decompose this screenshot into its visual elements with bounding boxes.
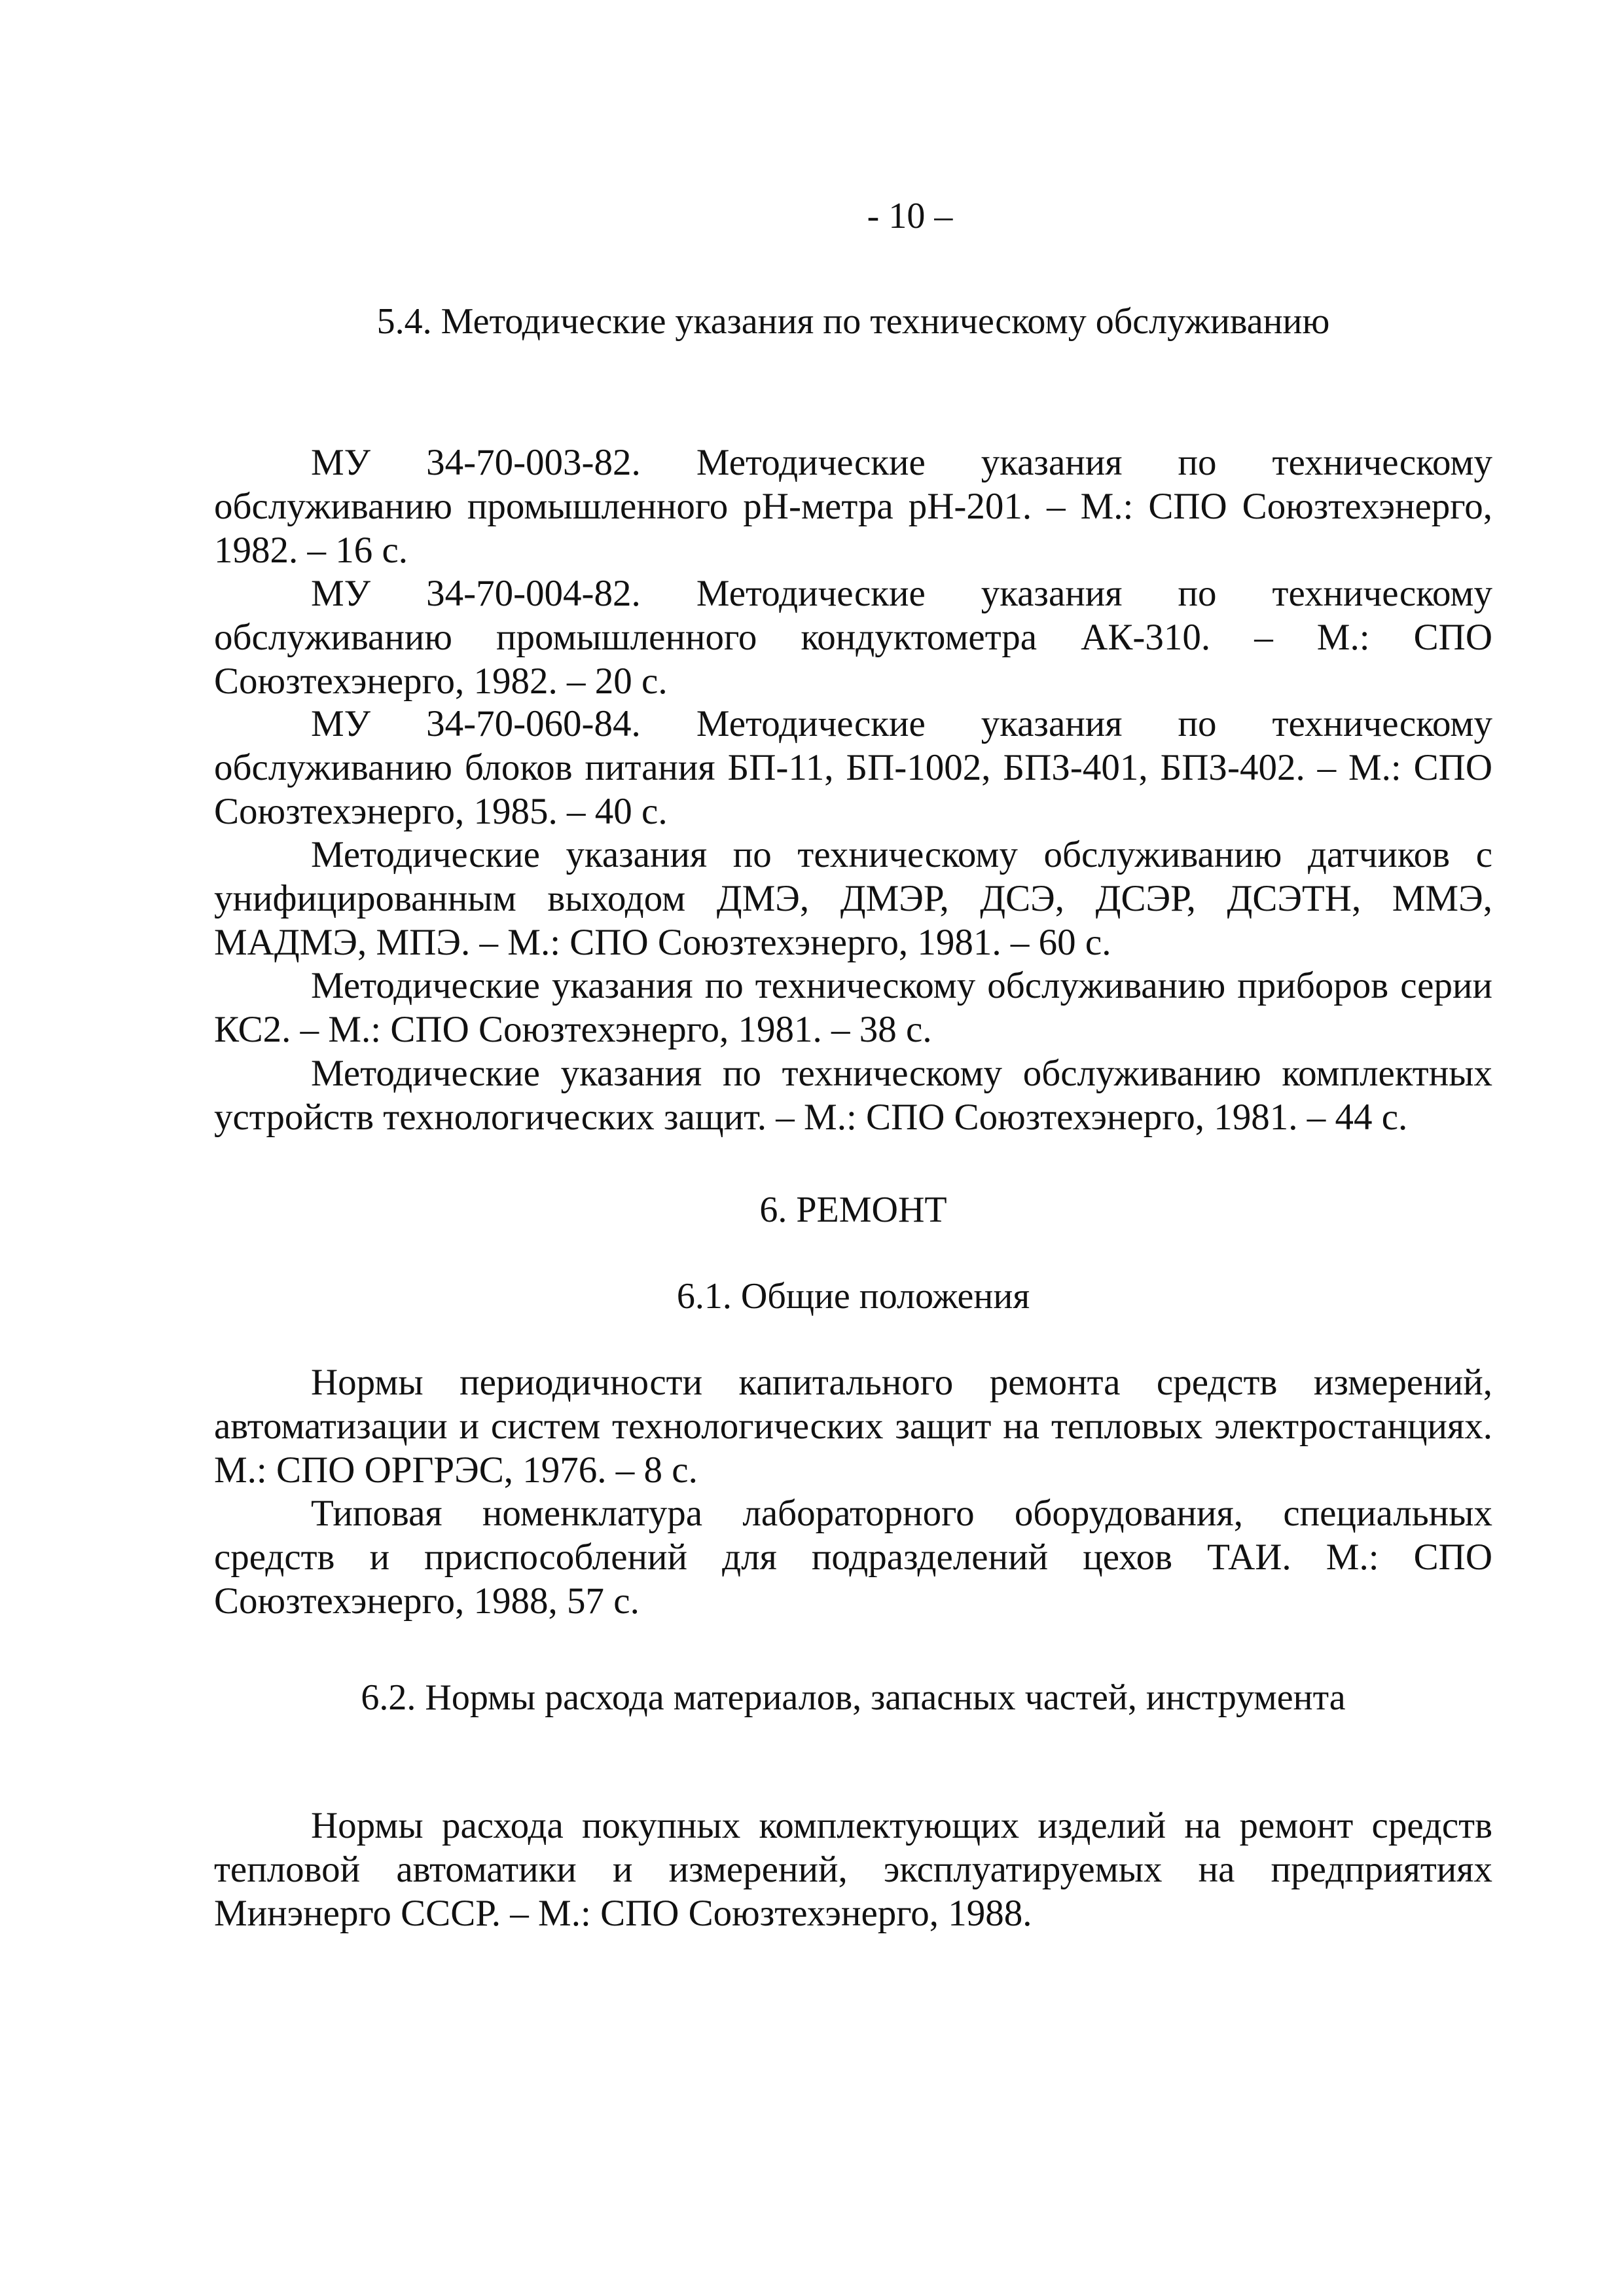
reference-entry: МУ 34-70-004-82. Методические указания по техническому обслуживанию промышленного кондуктометра АК-310. – М.: СПО Союзтехэнерго, 1982. – 20 с.: [214, 573, 1492, 702]
reference-entry: Типовая номенклатура лабораторного оборудования, специальных средств и приспособлений для подразделений цехов ТАИ. М.: СПО Союзтехэнерго, 1988, 57 с.: [214, 1493, 1492, 1622]
reference-entry: МУ 34-70-060-84. Методические указания по техническому обслуживанию блоков питания БП-11, БП-1002, БПЗ-401, БПЗ-402. – М.: СПО Союзтехэнерго, 1985. – 40 с.: [214, 703, 1492, 832]
reference-entry: Методические указания по техническому обслуживанию комплектных устройств технологических защит. – М.: СПО Союзтехэнерго, 1981. – 44 с.: [214, 1053, 1492, 1138]
page-number: - 10 –: [867, 196, 953, 236]
reference-entry: Нормы периодичности капитального ремонта средств измерений, автоматизации и систем технологических защит на тепловых электростанциях. М.: СПО ОРГРЭС, 1976. – 8 с.: [214, 1362, 1492, 1491]
section-heading-6-1: 6.1. Общие положения: [676, 1276, 1030, 1317]
reference-entry: Методические указания по техническому обслуживанию приборов серии КС2. – М.: СПО Союзтехэнерго, 1981. – 38 с.: [214, 965, 1492, 1050]
section-heading-6: 6. РЕМОНТ: [759, 1190, 947, 1230]
reference-entry: МУ 34-70-003-82. Методические указания по техническому обслуживанию промышленного рН-метра рН-201. – М.: СПО Союзтехэнерго, 1982. – 16 с.: [214, 442, 1492, 571]
reference-entry: Нормы расхода покупных комплектующих изделий на ремонт средств тепловой автоматики и измерений, эксплуатируемых на предприятиях Минэнерго СССР. – М.: СПО Союзтехэнерго, 1988.: [214, 1805, 1492, 1934]
section-heading-6-2: 6.2. Нормы расхода материалов, запасных частей, инструмента: [361, 1677, 1346, 1718]
reference-entry: Методические указания по техническому обслуживанию датчиков с унифицированным выходом ДМЭ, ДМЭР, ДСЭ, ДСЭР, ДСЭТН, ММЭ, МАДМЭ, МПЭ. – М.: СПО Союзтехэнерго, 1981. – 60 с.: [214, 834, 1492, 963]
section-heading-5-4: 5.4. Методические указания по техническому обслуживанию: [376, 301, 1330, 342]
